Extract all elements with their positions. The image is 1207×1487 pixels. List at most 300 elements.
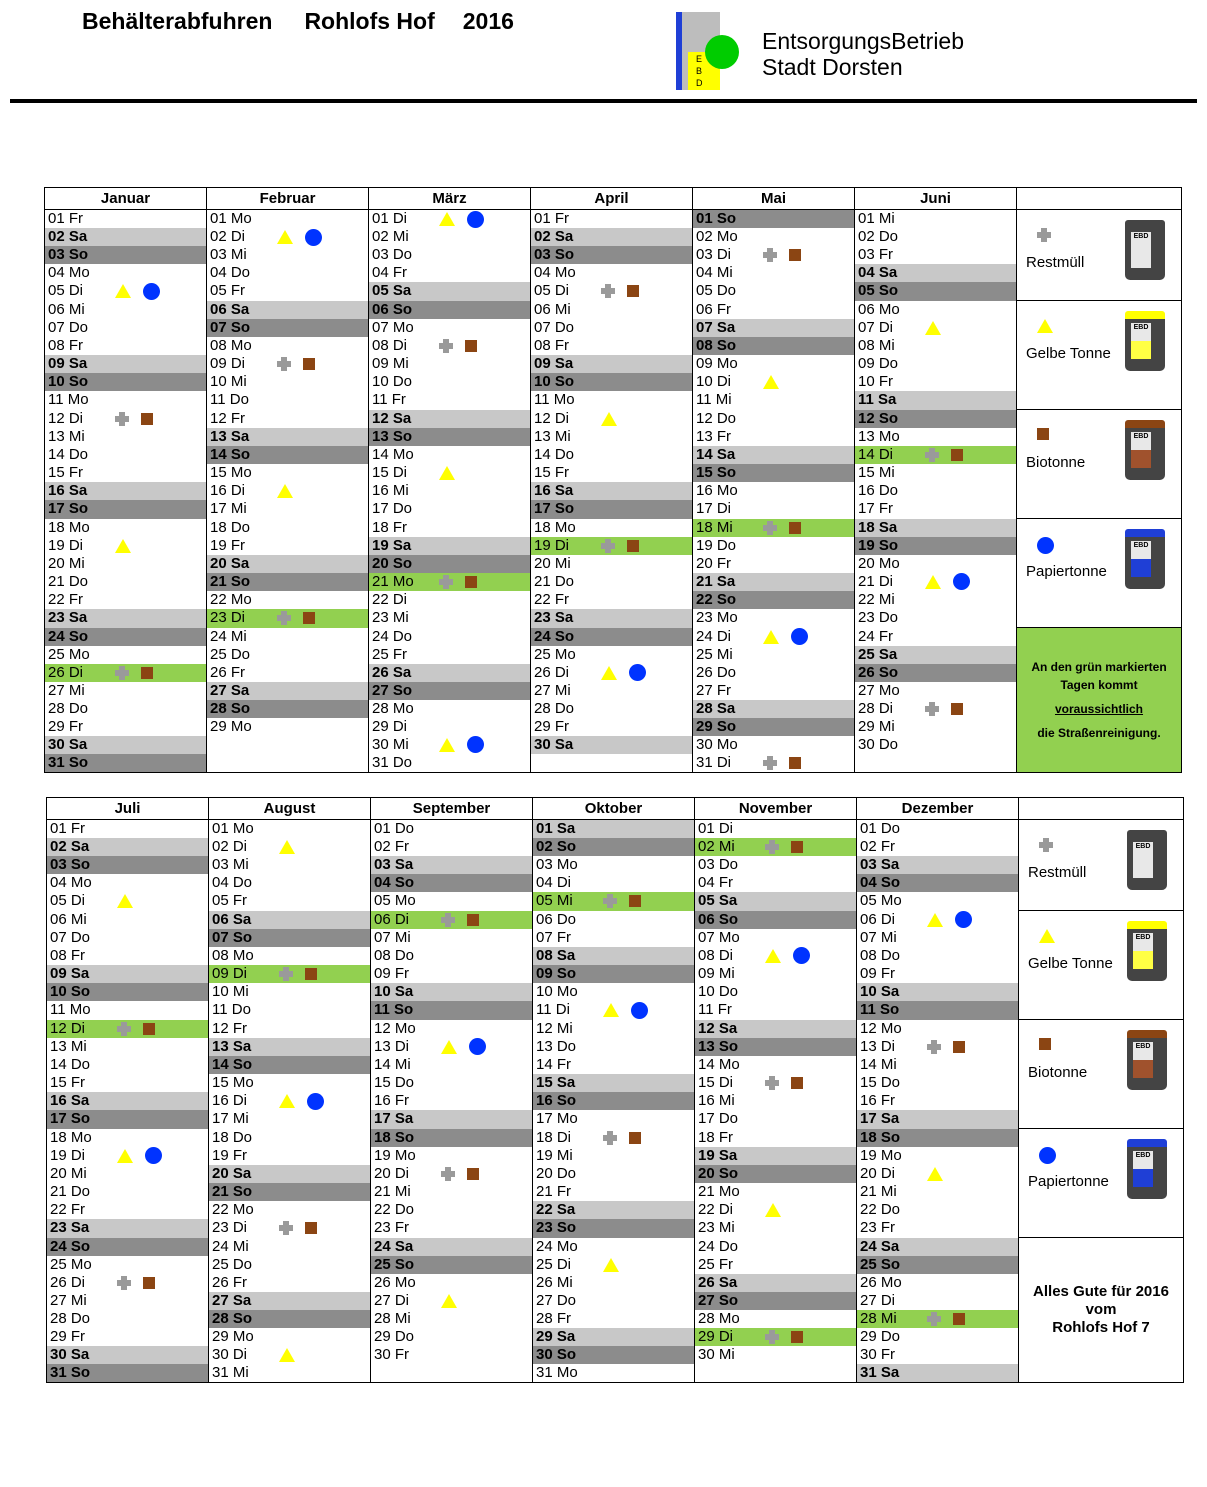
calendar-day — [533, 1364, 695, 1383]
pickup-symbols — [601, 664, 646, 682]
calendar-day — [371, 1038, 533, 1056]
yellow-triangle-icon — [277, 484, 293, 498]
day-label: 28 Do — [50, 1309, 91, 1327]
calendar-day — [45, 700, 207, 718]
gray-plus-icon — [439, 339, 453, 353]
calendar-day — [695, 1129, 857, 1147]
blue-circle-icon — [305, 229, 322, 246]
brown-square-icon — [791, 841, 803, 853]
calendar-day — [855, 482, 1017, 500]
gray-plus-icon — [765, 1076, 779, 1090]
day-label: 11 Fr — [372, 391, 406, 409]
day-label: 11 Fr — [698, 1001, 732, 1019]
calendar-day — [369, 664, 531, 682]
calendar-day — [855, 264, 1017, 282]
calendar-day — [693, 519, 855, 537]
day-label: 02 So — [536, 838, 577, 856]
day-label: 25 Mo — [48, 645, 90, 663]
calendar-day — [857, 1274, 1019, 1292]
pickup-symbols — [441, 1165, 479, 1183]
day-label: 01 Do — [374, 820, 415, 838]
pickup-symbols — [601, 410, 617, 428]
calendar-day — [855, 228, 1017, 246]
calendar-day — [209, 1001, 371, 1019]
day-label: 13 Mi — [50, 1037, 87, 1055]
pickup-symbols — [439, 736, 484, 754]
brown-square-icon — [951, 703, 963, 715]
gray-plus-icon — [1037, 228, 1051, 242]
calendar-day — [857, 1056, 1019, 1074]
calendar-day — [369, 609, 531, 627]
calendar-day — [369, 682, 531, 700]
calendar-day — [207, 246, 369, 264]
calendar-day — [693, 264, 855, 282]
blue-circle-icon — [467, 211, 484, 228]
calendar-day — [47, 1129, 209, 1147]
calendar-day — [207, 446, 369, 464]
calendar-day — [857, 1238, 1019, 1256]
calendar-day — [47, 911, 209, 929]
pickup-symbols — [439, 464, 455, 482]
calendar-day — [369, 446, 531, 464]
blue-circle-icon — [631, 1002, 648, 1019]
month-header: Februar — [207, 188, 369, 210]
day-label: 16 Sa — [534, 482, 574, 500]
pickup-symbols — [117, 1020, 155, 1038]
yellow-triangle-icon — [279, 840, 295, 854]
day-label: 12 Fr — [212, 1019, 248, 1037]
day-label: 29 So — [696, 717, 737, 735]
calendar-day — [693, 373, 855, 391]
legend-label: Gelbe Tonne — [1026, 345, 1111, 362]
calendar-day — [855, 519, 1017, 537]
calendar-day — [531, 555, 693, 573]
day-label: 08 Mo — [210, 336, 252, 354]
day-label: 16 Di — [210, 482, 246, 500]
pickup-symbols — [925, 573, 970, 591]
pickup-symbols — [763, 519, 801, 537]
day-label: 26 Do — [696, 663, 737, 681]
calendar-day — [47, 1201, 209, 1219]
day-label: 05 Fr — [210, 282, 246, 300]
legend-b — [1017, 410, 1182, 519]
day-label: 19 Mi — [536, 1146, 573, 1164]
day-label: 12 Do — [696, 409, 737, 427]
gray-plus-icon — [763, 521, 777, 535]
company-line-1: EntsorgungsBetrieb — [762, 28, 965, 54]
month-header: November — [695, 798, 857, 820]
calendar-day — [857, 911, 1019, 929]
day-label: 23 Mi — [698, 1219, 735, 1237]
day-label: 18 Sa — [858, 518, 898, 536]
day-label: 31 Di — [696, 753, 732, 771]
day-label: 06 Di — [374, 910, 410, 928]
day-label: 14 Fr — [536, 1055, 572, 1073]
day-label: 17 Sa — [860, 1110, 900, 1128]
day-label: 24 Fr — [858, 627, 894, 645]
calendar-day — [369, 355, 531, 373]
day-label: 24 Mi — [212, 1237, 249, 1255]
yellow-triangle-icon — [603, 1258, 619, 1272]
calendar-day — [855, 736, 1017, 754]
calendar-day — [695, 1256, 857, 1274]
day-label: 15 Di — [372, 464, 408, 482]
day-label: 14 So — [210, 445, 251, 463]
calendar-day — [207, 355, 369, 373]
calendar-day — [209, 1292, 371, 1310]
day-label: 12 Sa — [372, 409, 412, 427]
day-label: 29 Di — [372, 717, 408, 735]
calendar-day — [369, 628, 531, 646]
calendar-day — [855, 446, 1017, 464]
day-label: 16 Sa — [48, 482, 88, 500]
day-label: 10 Fr — [858, 373, 894, 391]
calendar-half-1 — [44, 187, 1182, 773]
yellow-triangle-icon — [927, 1167, 943, 1181]
calendar-day — [533, 1328, 695, 1346]
title-text: Behälterabfuhren — [82, 8, 273, 34]
pickup-symbols — [927, 1310, 965, 1328]
calendar-day — [855, 391, 1017, 409]
day-label: 09 Fr — [860, 965, 896, 983]
calendar-day — [693, 355, 855, 373]
day-label: 08 Fr — [534, 336, 570, 354]
calendar-day — [207, 373, 369, 391]
day-label: 08 Di — [698, 946, 734, 964]
gray-plus-icon — [927, 1312, 941, 1326]
calendar-day — [695, 1038, 857, 1056]
day-label: 13 Fr — [696, 427, 732, 445]
day-label: 23 Fr — [860, 1219, 896, 1237]
day-label: 16 Mo — [696, 482, 738, 500]
day-label: 14 Do — [534, 445, 575, 463]
blue-circle-icon — [307, 1093, 324, 1110]
legend-label: Restmüll — [1028, 864, 1087, 881]
day-label: 18 Di — [536, 1128, 572, 1146]
day-label: 21 Mo — [372, 573, 414, 591]
day-label: 31 So — [48, 753, 89, 771]
calendar-day — [855, 210, 1017, 229]
calendar-day — [693, 537, 855, 555]
calendar-day — [855, 301, 1017, 319]
day-label: 24 So — [48, 627, 89, 645]
day-label: 01 Mi — [858, 210, 895, 228]
calendar-day — [371, 856, 533, 874]
calendar-day — [47, 983, 209, 1001]
calendar-day — [45, 464, 207, 482]
logo-b: B — [696, 66, 703, 76]
day-label: 10 So — [50, 983, 91, 1001]
calendar-day — [207, 609, 369, 627]
day-label: 27 Do — [536, 1291, 577, 1309]
calendar-day — [531, 700, 693, 718]
gray-plus-icon — [277, 357, 291, 371]
calendar-day — [207, 264, 369, 282]
day-label: 20 Mi — [48, 554, 85, 572]
calendar-day — [531, 228, 693, 246]
calendar-day — [47, 1256, 209, 1274]
pickup-symbols — [603, 1256, 619, 1274]
day-label: 14 Mo — [698, 1055, 740, 1073]
calendar-day — [47, 820, 209, 839]
blue-circle-icon — [791, 628, 808, 645]
calendar-day — [533, 1165, 695, 1183]
brown-square-icon — [467, 1168, 479, 1180]
calendar-day — [209, 947, 371, 965]
calendar-day — [533, 1256, 695, 1274]
day-label: 14 Sa — [696, 445, 736, 463]
calendar-day — [533, 1129, 695, 1147]
day-label: 26 Mi — [536, 1273, 573, 1291]
day-label: 15 Mo — [212, 1074, 254, 1092]
day-label: 04 Do — [210, 264, 251, 282]
gray-plus-icon — [117, 1276, 131, 1290]
day-label: 23 So — [536, 1219, 577, 1237]
calendar-day — [693, 210, 855, 229]
greeting-line-2: vom — [1085, 1300, 1117, 1318]
day-label: 01 Di — [698, 820, 734, 838]
calendar-day — [45, 337, 207, 355]
pickup-symbols — [117, 1274, 155, 1292]
day-label: 23 Sa — [534, 609, 574, 627]
day-label: 30 Di — [212, 1345, 248, 1363]
day-label: 28 Mi — [374, 1309, 411, 1327]
pickup-symbols — [117, 892, 133, 910]
day-label: 06 So — [372, 300, 413, 318]
calendar-day — [47, 1074, 209, 1092]
day-label: 03 Mi — [210, 246, 247, 264]
day-label: 18 Mo — [50, 1128, 92, 1146]
gray-plus-icon — [765, 840, 779, 854]
calendar-day — [47, 892, 209, 910]
calendar-day — [371, 1129, 533, 1147]
day-label: 17 Fr — [858, 500, 894, 518]
day-label: 16 Mi — [698, 1092, 735, 1110]
day-label: 08 Sa — [536, 946, 576, 964]
calendar-day — [855, 319, 1017, 337]
calendar-day — [855, 464, 1017, 482]
calendar-day — [693, 718, 855, 736]
pickup-symbols — [603, 892, 641, 910]
gray-plus-icon — [603, 894, 617, 908]
year-text: 2016 — [462, 8, 514, 34]
calendar-day — [369, 500, 531, 518]
calendar-day — [47, 1238, 209, 1256]
day-label: 02 Mi — [372, 228, 409, 246]
day-label: 20 Sa — [210, 554, 250, 572]
day-label: 12 Mo — [374, 1019, 416, 1037]
calendar-day — [209, 911, 371, 929]
calendar-day — [45, 446, 207, 464]
day-label: 16 Sa — [50, 1092, 90, 1110]
greeting-line-3: Rohlofs Hof 7 — [1052, 1318, 1150, 1336]
calendar-day — [531, 537, 693, 555]
day-label: 15 Mo — [210, 464, 252, 482]
legend-g — [1019, 911, 1184, 1020]
bin-icon: EBD — [1125, 420, 1165, 480]
day-label: 08 Fr — [50, 946, 86, 964]
day-label: 29 Do — [860, 1327, 901, 1345]
day-label: 04 Mo — [48, 264, 90, 282]
day-label: 06 Mi — [48, 300, 85, 318]
yellow-triangle-icon — [439, 212, 455, 226]
day-label: 07 Di — [858, 318, 894, 336]
day-label: 16 Fr — [374, 1092, 410, 1110]
day-label: 28 Mo — [698, 1309, 740, 1327]
day-label: 30 Mi — [372, 735, 409, 753]
day-label: 30 Do — [858, 735, 899, 753]
calendar-day — [369, 519, 531, 537]
calendar-day — [209, 1092, 371, 1110]
blue-circle-icon — [629, 664, 646, 681]
day-label: 06 Mi — [534, 300, 571, 318]
calendar-day — [531, 373, 693, 391]
day-label: 03 Do — [698, 856, 739, 874]
day-label: 07 Fr — [536, 928, 572, 946]
calendar-day — [695, 838, 857, 856]
brown-square-icon — [467, 914, 479, 926]
yellow-triangle-icon — [927, 913, 943, 927]
day-label: 09 So — [536, 965, 577, 983]
calendar-day — [695, 1292, 857, 1310]
calendar-day — [695, 947, 857, 965]
day-label: 23 Fr — [374, 1219, 410, 1237]
brown-square-icon — [465, 576, 477, 588]
day-label: 26 Di — [48, 663, 84, 681]
gray-plus-icon — [765, 1330, 779, 1344]
day-label: 02 Do — [858, 228, 899, 246]
calendar-day — [695, 856, 857, 874]
day-label: 29 Mo — [212, 1327, 254, 1345]
calendar-day — [695, 983, 857, 1001]
day-label: 14 Mi — [374, 1055, 411, 1073]
day-label: 28 Do — [48, 699, 89, 717]
day-label: 22 Fr — [534, 591, 570, 609]
calendar-day — [207, 391, 369, 409]
day-label: 08 Do — [374, 946, 415, 964]
month-header: Mai — [693, 188, 855, 210]
calendar-day — [207, 482, 369, 500]
calendar-day — [695, 1201, 857, 1219]
pickup-symbols — [441, 911, 479, 929]
calendar-day — [857, 1147, 1019, 1165]
day-label: 24 Sa — [374, 1237, 414, 1255]
calendar-day — [207, 682, 369, 700]
day-label: 11 So — [374, 1001, 414, 1019]
pickup-symbols — [927, 1038, 965, 1056]
day-label: 02 Sa — [50, 838, 90, 856]
calendar-day — [207, 337, 369, 355]
day-label: 16 Di — [212, 1092, 248, 1110]
day-label: 30 Mi — [698, 1345, 735, 1363]
calendar-day — [47, 1092, 209, 1110]
calendar-day — [695, 965, 857, 983]
calendar-day — [371, 1219, 533, 1237]
calendar-day — [693, 482, 855, 500]
blue-circle-icon — [145, 1147, 162, 1164]
calendar-day — [369, 282, 531, 300]
day-label: 26 Mo — [860, 1273, 902, 1291]
calendar-day — [47, 1310, 209, 1328]
calendar-day — [209, 965, 371, 983]
day-label: 30 Mo — [696, 735, 738, 753]
pickup-symbols — [439, 573, 477, 591]
calendar-day — [693, 282, 855, 300]
calendar-day — [45, 228, 207, 246]
calendar-day — [855, 355, 1017, 373]
logo-e: E — [696, 54, 703, 64]
day-label: 01 Fr — [534, 210, 570, 228]
calendar-day — [209, 1165, 371, 1183]
calendar-day — [207, 319, 369, 337]
calendar-day — [857, 1001, 1019, 1019]
calendar-day — [369, 246, 531, 264]
day-label: 22 Do — [374, 1201, 415, 1219]
calendar-day — [693, 591, 855, 609]
day-label: 05 Mo — [860, 892, 902, 910]
day-label: 15 Fr — [48, 464, 84, 482]
calendar-day — [47, 947, 209, 965]
pickup-symbols — [441, 1038, 486, 1056]
day-label: 11 Do — [212, 1001, 251, 1019]
day-label: 11 Mo — [534, 391, 575, 409]
blue-circle-icon — [955, 911, 972, 928]
day-label: 14 Di — [858, 445, 894, 463]
calendar-day — [207, 500, 369, 518]
calendar-day — [531, 391, 693, 409]
calendar-day — [857, 947, 1019, 965]
brown-square-icon — [791, 1331, 803, 1343]
day-label: 24 Do — [372, 627, 413, 645]
calendar-day — [855, 664, 1017, 682]
day-label: 27 Mi — [50, 1291, 87, 1309]
day-label: 16 Mi — [372, 482, 409, 500]
day-label: 13 So — [698, 1037, 739, 1055]
calendar-day — [371, 838, 533, 856]
day-label: 31 Do — [372, 753, 413, 771]
brown-square-icon — [953, 1313, 965, 1325]
calendar-day — [693, 609, 855, 627]
calendar-day — [855, 373, 1017, 391]
gray-plus-icon — [439, 575, 453, 589]
pickup-symbols — [765, 838, 803, 856]
day-label: 17 Do — [372, 500, 413, 518]
day-label: 24 So — [534, 627, 575, 645]
day-label: 13 Mo — [858, 427, 900, 445]
company-line-2: Stadt Dorsten — [762, 54, 903, 80]
day-label: 26 Fr — [212, 1273, 248, 1291]
day-label: 02 Sa — [534, 228, 574, 246]
calendar-day — [533, 1346, 695, 1364]
day-label: 18 Fr — [698, 1128, 734, 1146]
pickup-symbols — [279, 1219, 317, 1237]
calendar-day — [371, 965, 533, 983]
day-label: 25 Sa — [858, 645, 898, 663]
day-label: 21 Do — [48, 573, 89, 591]
day-label: 10 Do — [698, 983, 739, 1001]
day-label: 28 Fr — [536, 1309, 572, 1327]
pickup-symbols — [279, 965, 317, 983]
calendar-day — [531, 446, 693, 464]
day-label: 06 Mo — [858, 300, 900, 318]
calendar-day — [693, 573, 855, 591]
day-label: 06 Fr — [696, 300, 732, 318]
calendar-day — [45, 537, 207, 555]
calendar-day — [857, 856, 1019, 874]
calendar-day — [531, 646, 693, 664]
gray-plus-icon — [925, 448, 939, 462]
day-label: 01 Mo — [210, 210, 252, 228]
